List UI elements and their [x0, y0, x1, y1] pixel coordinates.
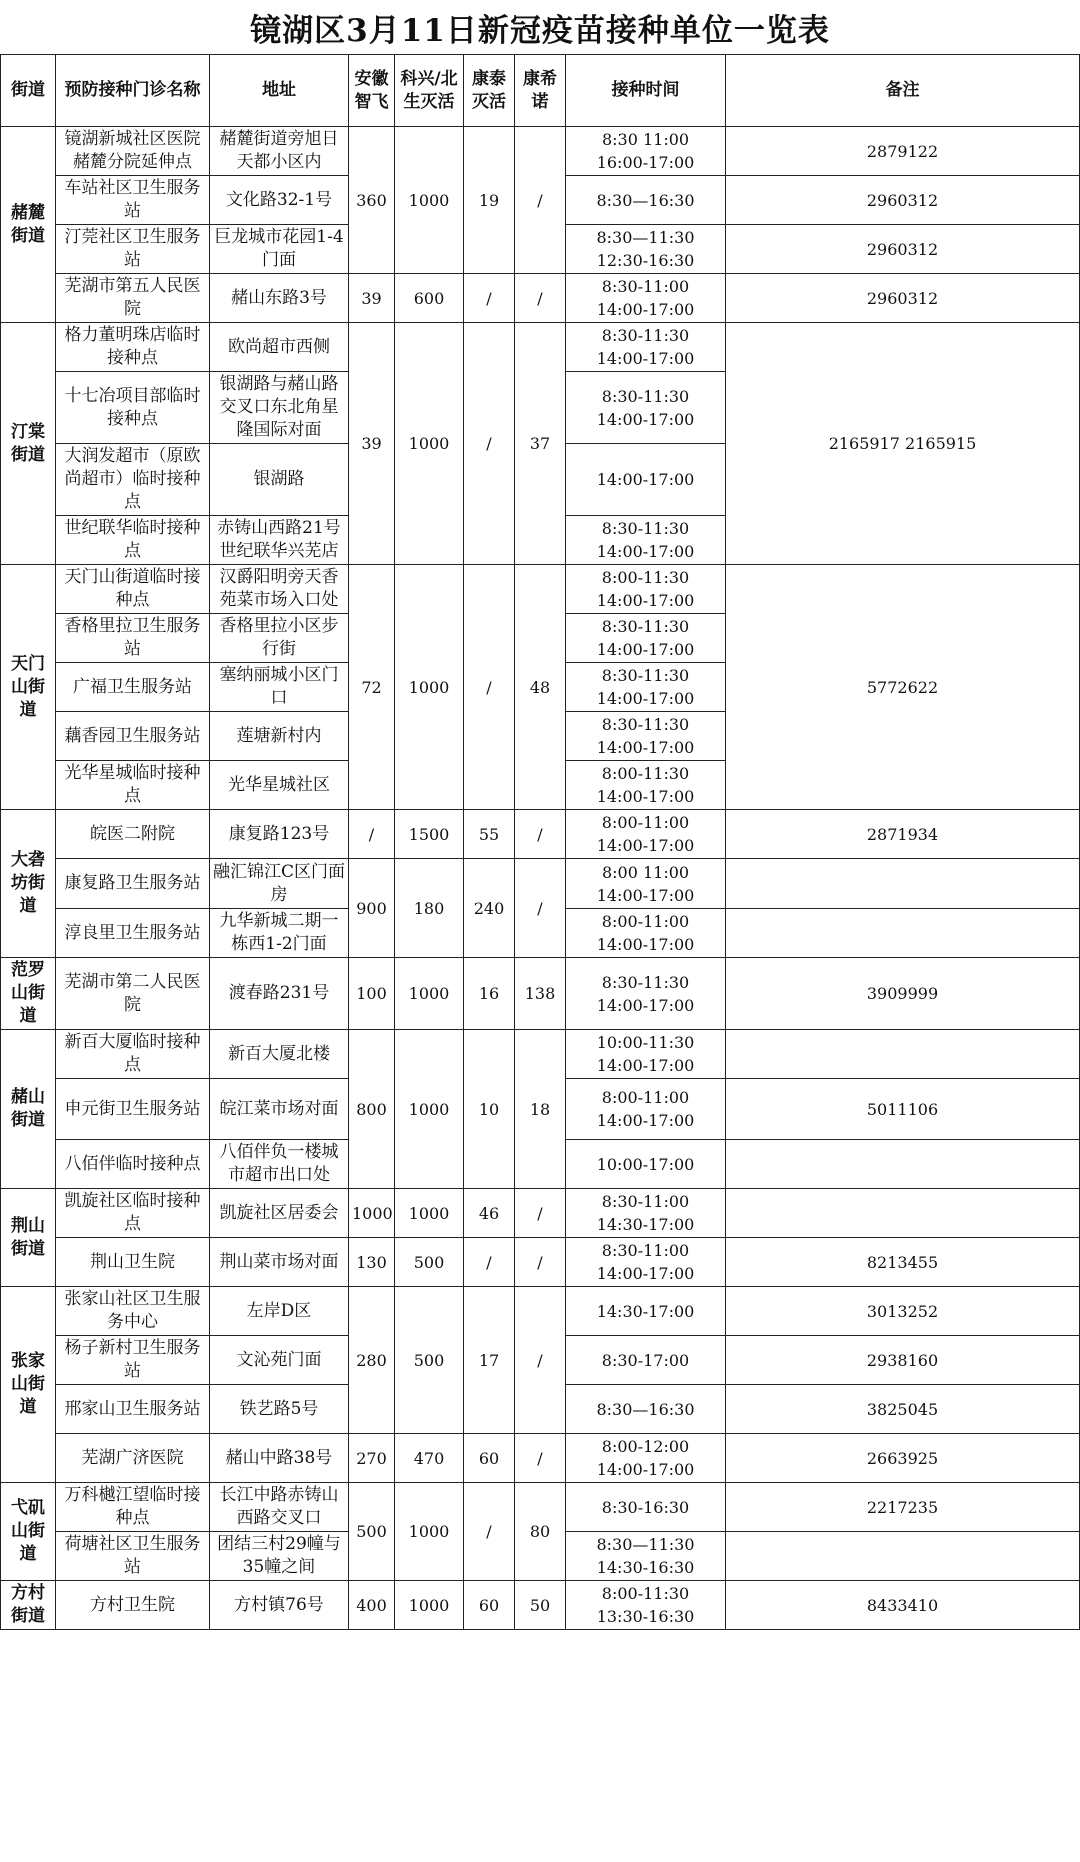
clinic-address: 凯旋社区居委会 [210, 1189, 349, 1238]
count-kangtai: 10 [464, 1030, 515, 1189]
clinic-name: 格力董明珠店临时接种点 [56, 323, 210, 372]
count-kexing-beisheng: 1000 [395, 565, 464, 810]
count-kangxinuo: / [515, 1434, 566, 1483]
count-kangxinuo: / [515, 810, 566, 859]
table-row [1, 1581, 1080, 1630]
clinic-address: 文化路32-1号 [210, 176, 349, 225]
vaccination-time: 14:30-17:00 [566, 1287, 726, 1336]
phone-note: 2960312 [726, 176, 1080, 225]
clinic-name: 邢家山卫生服务站 [56, 1385, 210, 1434]
table-row [1, 1483, 1080, 1532]
street-name: 范罗 山街 道 [1, 958, 56, 1030]
vaccination-time: 10:00-11:30 14:00-17:00 [566, 1030, 726, 1079]
vaccination-time: 8:00-11:30 13:30-16:30 [566, 1581, 726, 1630]
table-row [1, 810, 1080, 859]
col-clinic: 预防接种门诊名称 [56, 55, 210, 127]
vaccination-time: 8:30-11:00 14:00-17:00 [566, 1238, 726, 1287]
clinic-name: 镜湖新城社区医院赭麓分院延伸点 [56, 127, 210, 176]
count-kangxinuo: 138 [515, 958, 566, 1030]
clinic-address: 赭山东路3号 [210, 274, 349, 323]
street-name: 大砻 坊街 道 [1, 810, 56, 958]
count-kangtai: / [464, 1483, 515, 1581]
count-kexing-beisheng: 600 [395, 274, 464, 323]
clinic-address: 长江中路赤铸山西路交叉口 [210, 1483, 349, 1532]
phone-note: 3013252 [726, 1287, 1080, 1336]
clinic-address: 八佰伴负一楼城市超市出口处 [210, 1140, 349, 1189]
phone-note [726, 1189, 1080, 1238]
vaccination-time: 8:00-11:00 14:00-17:00 [566, 909, 726, 958]
phone-note: 8213455 [726, 1238, 1080, 1287]
street-name: 天门 山街 道 [1, 565, 56, 810]
phone-note: 2879122 [726, 127, 1080, 176]
clinic-name: 十七冶项目部临时接种点 [56, 372, 210, 444]
clinic-address: 巨龙城市花园1-4门面 [210, 225, 349, 274]
clinic-name: 天门山街道临时接种点 [56, 565, 210, 614]
street-name: 张家 山街 道 [1, 1287, 56, 1483]
clinic-address: 赭麓街道旁旭日天都小区内 [210, 127, 349, 176]
clinic-address: 九华新城二期一栋西1-2门面 [210, 909, 349, 958]
count-anhui-zhifei: 100 [349, 958, 395, 1030]
count-kangtai: 240 [464, 859, 515, 958]
count-kangtai: / [464, 565, 515, 810]
col-address: 地址 [210, 55, 349, 127]
clinic-name: 车站社区卫生服务站 [56, 176, 210, 225]
count-kexing-beisheng: 1000 [395, 1189, 464, 1238]
clinic-name: 荆山卫生院 [56, 1238, 210, 1287]
clinic-address: 方村镇76号 [210, 1581, 349, 1630]
clinic-name: 荷塘社区卫生服务站 [56, 1532, 210, 1581]
table-row [1, 1030, 1080, 1079]
clinic-name: 新百大厦临时接种点 [56, 1030, 210, 1079]
count-kangtai: 46 [464, 1189, 515, 1238]
clinic-address: 汉爵阳明旁天香苑菜市场入口处 [210, 565, 349, 614]
count-kangtai: 16 [464, 958, 515, 1030]
clinic-address: 新百大厦北楼 [210, 1030, 349, 1079]
clinic-name: 方村卫生院 [56, 1581, 210, 1630]
count-kexing-beisheng: 1000 [395, 958, 464, 1030]
phone-note: 3909999 [726, 958, 1080, 1030]
count-anhui-zhifei: 500 [349, 1483, 395, 1581]
count-kangtai: 17 [464, 1287, 515, 1434]
phone-note [726, 1532, 1080, 1581]
count-anhui-zhifei: 72 [349, 565, 395, 810]
count-anhui-zhifei: 280 [349, 1287, 395, 1434]
count-kexing-beisheng: 500 [395, 1238, 464, 1287]
clinic-name: 大润发超市（原欧尚超市）临时接种点 [56, 444, 210, 516]
clinic-address: 银湖路 [210, 444, 349, 516]
street-name: 赭麓 街道 [1, 127, 56, 323]
vaccination-time: 8:30-11:30 14:00-17:00 [566, 372, 726, 444]
vaccination-time: 8:30-11:30 14:00-17:00 [566, 323, 726, 372]
table-row [1, 1434, 1080, 1483]
clinic-address: 塞纳丽城小区门口 [210, 663, 349, 712]
clinic-address: 荆山菜市场对面 [210, 1238, 349, 1287]
vaccination-time: 8:30-11:00 14:30-17:00 [566, 1189, 726, 1238]
vaccination-time: 8:30—11:30 14:30-16:30 [566, 1532, 726, 1581]
count-kexing-beisheng: 1000 [395, 1030, 464, 1189]
count-kangtai: / [464, 1238, 515, 1287]
table-row [1, 565, 1080, 614]
clinic-name: 申元街卫生服务站 [56, 1079, 210, 1140]
count-kexing-beisheng: 1000 [395, 323, 464, 565]
count-kangxinuo: 18 [515, 1030, 566, 1189]
phone-note: 2663925 [726, 1434, 1080, 1483]
col-kangtai: 康泰 灭活 [464, 55, 515, 127]
clinic-name: 芜湖市第五人民医院 [56, 274, 210, 323]
table-row [1, 859, 1080, 909]
vaccination-time: 8:30-11:30 14:00-17:00 [566, 614, 726, 663]
phone-note: 3825045 [726, 1385, 1080, 1434]
count-kexing-beisheng: 500 [395, 1287, 464, 1434]
count-kangtai: 19 [464, 127, 515, 274]
clinic-address: 皖江菜市场对面 [210, 1079, 349, 1140]
count-kangxinuo: 80 [515, 1483, 566, 1581]
count-kangxinuo: / [515, 1287, 566, 1434]
col-anhui: 安徽 智飞 [349, 55, 395, 127]
count-anhui-zhifei: 360 [349, 127, 395, 274]
clinic-name: 芜湖市第二人民医院 [56, 958, 210, 1030]
count-kexing-beisheng: 1000 [395, 1483, 464, 1581]
count-kangtai: 60 [464, 1581, 515, 1630]
table-row [1, 274, 1080, 323]
count-anhui-zhifei: 270 [349, 1434, 395, 1483]
count-anhui-zhifei: 39 [349, 274, 395, 323]
page-title: 镜湖区3月11日新冠疫苗接种单位一览表 [250, 12, 830, 49]
vaccination-time: 8:00-12:00 14:00-17:00 [566, 1434, 726, 1483]
table-row [1, 323, 1080, 372]
vaccination-time: 8:30-11:30 14:00-17:00 [566, 958, 726, 1030]
col-time: 接种时间 [566, 55, 726, 127]
header-row [1, 55, 1080, 127]
count-kangtai: 55 [464, 810, 515, 859]
clinic-name: 皖医二附院 [56, 810, 210, 859]
count-kangxinuo: / [515, 274, 566, 323]
count-anhui-zhifei: 39 [349, 323, 395, 565]
count-kangxinuo: / [515, 1238, 566, 1287]
clinic-address: 欧尚超市西侧 [210, 323, 349, 372]
clinic-address: 光华星城社区 [210, 761, 349, 810]
vaccination-time: 8:00-11:00 14:00-17:00 [566, 1079, 726, 1140]
phone-note: 8433410 [726, 1581, 1080, 1630]
clinic-name: 康复路卫生服务站 [56, 859, 210, 909]
vaccination-time: 8:30-11:30 14:00-17:00 [566, 516, 726, 565]
vaccination-time: 8:30-11:00 14:00-17:00 [566, 274, 726, 323]
clinic-name: 藕香园卫生服务站 [56, 712, 210, 761]
table-row [1, 958, 1080, 1030]
vaccination-time: 8:00-11:30 14:00-17:00 [566, 761, 726, 810]
phone-note: 2960312 [726, 225, 1080, 274]
vaccination-time: 8:30-11:30 14:00-17:00 [566, 712, 726, 761]
clinic-address: 左岸D区 [210, 1287, 349, 1336]
count-kangtai: 60 [464, 1434, 515, 1483]
col-street: 街道 [1, 55, 56, 127]
phone-note [726, 1030, 1080, 1079]
phone-note [726, 859, 1080, 909]
col-kangxi: 康希 诺 [515, 55, 566, 127]
phone-note: 5011106 [726, 1079, 1080, 1140]
clinic-address: 渡春路231号 [210, 958, 349, 1030]
street-name: 汀棠 街道 [1, 323, 56, 565]
phone-note: 2871934 [726, 810, 1080, 859]
count-kangtai: / [464, 323, 515, 565]
vaccination-time: 8:30—11:30 12:30-16:30 [566, 225, 726, 274]
clinic-address: 赭山中路38号 [210, 1434, 349, 1483]
clinic-address: 莲塘新村内 [210, 712, 349, 761]
street-name: 赭山 街道 [1, 1030, 56, 1189]
count-kangxinuo: / [515, 859, 566, 958]
clinic-address: 银湖路与赭山路交叉口东北角星隆国际对面 [210, 372, 349, 444]
count-anhui-zhifei: 900 [349, 859, 395, 958]
vaccination-time: 8:00-11:30 14:00-17:00 [566, 565, 726, 614]
clinic-name: 杨子新村卫生服务站 [56, 1336, 210, 1385]
vaccination-time: 8:00-11:00 14:00-17:00 [566, 810, 726, 859]
clinic-address: 文沁苑门面 [210, 1336, 349, 1385]
vaccination-time: 10:00-17:00 [566, 1140, 726, 1189]
count-anhui-zhifei: 1000 [349, 1189, 395, 1238]
clinic-address: 融汇锦江C区门面房 [210, 859, 349, 909]
count-kangxinuo: 48 [515, 565, 566, 810]
col-kexing: 科兴/北 生灭活 [395, 55, 464, 127]
table-row [1, 1189, 1080, 1238]
count-anhui-zhifei: 130 [349, 1238, 395, 1287]
count-kangxinuo: / [515, 127, 566, 274]
street-name: 弋矶 山街 道 [1, 1483, 56, 1581]
clinic-name: 香格里拉卫生服务站 [56, 614, 210, 663]
count-kexing-beisheng: 1000 [395, 1581, 464, 1630]
clinic-name: 汀莞社区卫生服务站 [56, 225, 210, 274]
clinic-address: 铁艺路5号 [210, 1385, 349, 1434]
count-kangxinuo: 37 [515, 323, 566, 565]
phone-note: 2960312 [726, 274, 1080, 323]
clinic-address: 康复路123号 [210, 810, 349, 859]
vaccination-table [0, 54, 1080, 1630]
count-anhui-zhifei: 400 [349, 1581, 395, 1630]
street-name: 方村 街道 [1, 1581, 56, 1630]
count-anhui-zhifei: / [349, 810, 395, 859]
phone-note: 2217235 [726, 1483, 1080, 1532]
street-name: 荆山 街道 [1, 1189, 56, 1287]
clinic-address: 香格里拉小区步行街 [210, 614, 349, 663]
vaccination-time: 8:30-11:30 14:00-17:00 [566, 663, 726, 712]
clinic-name: 凯旋社区临时接种点 [56, 1189, 210, 1238]
clinic-name: 芜湖广济医院 [56, 1434, 210, 1483]
vaccination-time: 8:30—16:30 [566, 176, 726, 225]
clinic-name: 世纪联华临时接种点 [56, 516, 210, 565]
count-kangxinuo: / [515, 1189, 566, 1238]
clinic-name: 光华星城临时接种点 [56, 761, 210, 810]
vaccination-time: 8:30—16:30 [566, 1385, 726, 1434]
phone-note: 2938160 [726, 1336, 1080, 1385]
vaccination-time: 14:00-17:00 [566, 444, 726, 516]
count-anhui-zhifei: 800 [349, 1030, 395, 1189]
phone-note: 2165917 2165915 [726, 323, 1080, 565]
vaccination-time: 8:00 11:00 14:00-17:00 [566, 859, 726, 909]
count-kexing-beisheng: 1000 [395, 127, 464, 274]
count-kangxinuo: 50 [515, 1581, 566, 1630]
clinic-name: 广福卫生服务站 [56, 663, 210, 712]
clinic-name: 张家山社区卫生服务中心 [56, 1287, 210, 1336]
phone-note: 5772622 [726, 565, 1080, 810]
count-kangtai: / [464, 274, 515, 323]
col-note: 备注 [726, 55, 1080, 127]
clinic-address: 赤铸山西路21号世纪联华兴芜店 [210, 516, 349, 565]
clinic-name: 淳良里卫生服务站 [56, 909, 210, 958]
clinic-name: 万科樾江望临时接种点 [56, 1483, 210, 1532]
phone-note [726, 1140, 1080, 1189]
count-kexing-beisheng: 470 [395, 1434, 464, 1483]
phone-note [726, 909, 1080, 958]
table-row [1, 127, 1080, 176]
count-kexing-beisheng: 1500 [395, 810, 464, 859]
clinic-name: 八佰伴临时接种点 [56, 1140, 210, 1189]
table-row [1, 1287, 1080, 1336]
table-row [1, 1238, 1080, 1287]
vaccination-time: 8:30 11:00 16:00-17:00 [566, 127, 726, 176]
count-kexing-beisheng: 180 [395, 859, 464, 958]
clinic-address: 团结三村29幢与35幢之间 [210, 1532, 349, 1581]
vaccination-time: 8:30-16:30 [566, 1483, 726, 1532]
vaccination-time: 8:30-17:00 [566, 1336, 726, 1385]
